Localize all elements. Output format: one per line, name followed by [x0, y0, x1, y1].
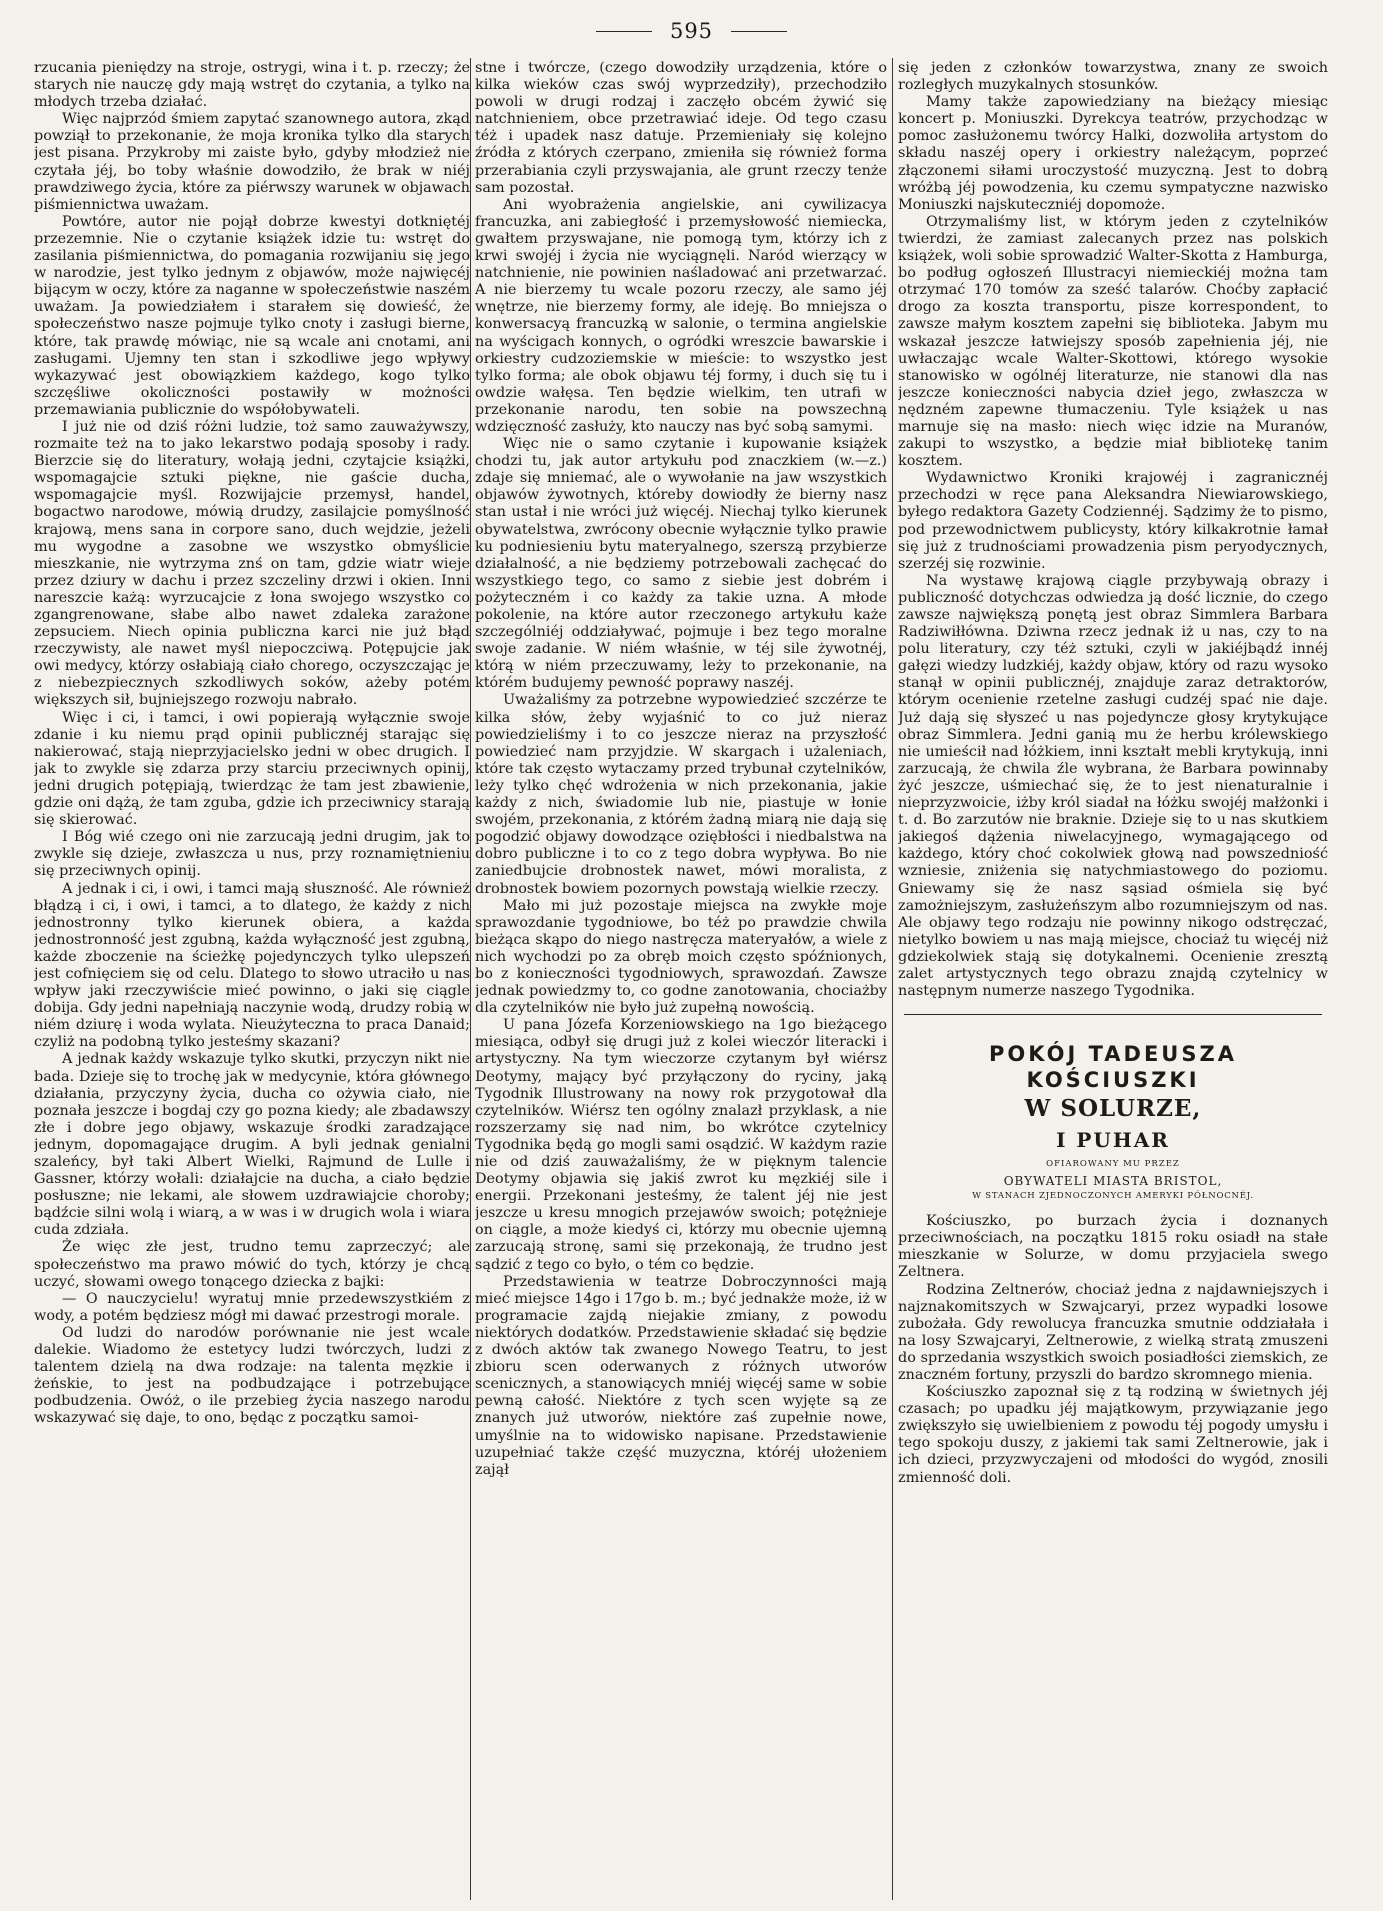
article-paragraph: Kościuszko zapoznał się z tą rodziną w świetnych jéj czasach; po upadku jéj majątkowym, przywiązanie jego zwiększyło się uwielbieniem z powodu téj pogody umysłu i tego spokoju duszy, z jakiemi tak sami Zeltnerowie, jak i ich dzieci, przyzwyczajeni od młodości do wygód, znosili zmienność doli.: [898, 1384, 1328, 1486]
paragraph: Więc najprzód śmiem zapytać szanownego autora, zkąd powziął to przekonanie, że moja kronika tylko dla starych jest pisana. Przykroby mi zaiste było, gdyby młodzież nie czytała jéj, bo toby właśnie dowodziło, że brak w niéj prawdziwego życia, które za piérwszy warunek w objawach piśmiennictwa uważam.: [34, 111, 470, 213]
paragraph: Powtóre, autor nie pojął dobrze kwestyi dotkniętéj przezemnie. Nie o czytanie książek idzie tu: wstręt do zasilania piśmiennictwa, do pomagania rozwijaniu się jego w narodzie, jest tylko jednym z objawów, może najwięcéj bijącym w oczy, które za naganne w społeczeństwie naszém uważam. Ja powiedziałem i starałem się dowieść, że społeczeństwo nasze pojmuje tylko cnoty i zasługi bierne, które, tak prawdę mówiąc, nie są wcale ani cnotami, ani zasługami. Ujemny ten stan i szkodliwe jego wpływy wykazywać jest obowiązkiem każdego, kogo tylko szczęśliwe okoliczności postawiły w możności przemawiania publicznie do współobywateli.: [34, 213, 470, 418]
article-title: POKÓJ TADEUSZA KOŚCIUSZKI: [989, 1042, 1237, 1093]
article-title-line-2: W SOLURZE,: [1024, 1095, 1202, 1123]
paragraph: się jeden z członków towarzystwa, znany ze swoich rozległych muzykalnych stosunków.: [898, 60, 1328, 94]
article-byline: OBYWATELI MIASTA BRISTOL,: [1003, 1174, 1223, 1189]
article-paragraph: Rodzina Zeltnerów, chociaż jedna z najdawniejszych i najznakomitszych w Szwajcaryi, przez wypadki losowe zubożała. Gdy rewolucya francuzka smutnie oddziałała i na losy Szwajcaryi, Zeltnerowie, z wielką stratą zmuszeni do sprzedania wszystkich swoich posiadłości ziemskich, ze znaczném fortuny, przyszli do bardzo skromnego mienia.: [898, 1281, 1328, 1383]
paragraph: Więc i ci, i tamci, i owi popierają wyłącznie swoje zdanie i ku niemu prąd opinii publicznéj starając się nakierować, stają nieprzyjacielsko jedni w obec drugich. I jak to zwykle się zdarza przy starciu przeciwnych opinij, jedni drugich potępiają, twierdząc że tam jest zbawienie, gdzie oni dążą, że tam zguba, gdzie ich przeciwnicy starają się skierować.: [34, 709, 470, 829]
section-divider: [904, 1014, 1322, 1015]
paragraph: Mamy także zapowiedziany na bieżący miesiąc koncert p. Moniuszki. Dyrekcya teatrów, przychodząc w pomoc zasłużonemu twórcy Halki, dozwoliła artystom do składu naszéj opery i orkiestry należącym, poprzeć złączonemi siłami uroczystość muzyczną. Jest to dobrą wróżbą jéj powodzenia, ku czemu sympatyczne nazwisko Moniuszki najskuteczniéj dopomoże.: [898, 94, 1328, 213]
article-heading: [898, 1041, 1328, 1201]
article-byline-small: OFIAROWANY MU PRZEZ: [1046, 1159, 1180, 1170]
article-paragraph: Kościuszko, po burzach życia i doznanych przeciwnościach, na początku 1815 roku osiadł na stałe mieszkanie w Solurze, w domu przyjaciela swego Zeltnera.: [898, 1213, 1328, 1281]
paragraph: I Bóg wié czego oni nie zarzucają jedni drugim, jak to zwykle się dzieje, zwłaszcza u nus, przy roznamiętnieniu się przeciwnych opinij.: [34, 829, 470, 880]
paragraph: A jednak każdy wskazuje tylko skutki, przyczyn nikt nie bada. Dzieje się to trochę jak w medycynie, która głównego działania, przyczyny życia, ducha co ożywia ciało, nie poznała jeszcze i bogdaj czy go pozna kiedy; ale zbadawszy złe i dobre jego objawy, wskazuje środki zaradzające jednym, dopomagające drugim. A byli jednak genialni szaleńcy, był taki Albert Wielki, Rajmund de Lulle i Gassner, którzy wołali: działajcie na ducha, a ciało będzie posłuszne; nie lekami, ale słowem uzdrawiajcie choroby; bądźcie silni wolą i wiarą, a w was i w drugich wola i wiara cuda zdziała.: [34, 1051, 470, 1239]
paragraph: Otrzymaliśmy list, w którym jeden z czytelników twierdzi, że zamiast zalecanych przez nas polskich książek, woli sobie sprowadzić Walter-Skotta z Hamburga, bo podług ogłoszeń Illustracyi niemieckiéj można tam otrzymać 170 tomów za sześć talarów. Choćby zapłacić drogo za koszta transportu, pisze korrespondent, to zawsze małym kosztem zapełni się biblioteka. Jabym mu wskazał jeszcze łatwiejszy sposób zapełnienia jéj, nie uwłaczając wcale Walter-Skottowi, którego wysokie stanowisko w ogólnéj literaturze, nie stanowi dla nas jeszcze konieczności nabycia dzieł jego, zwłaszcza w nędzném zapewne tłumaczeniu. Tyle książek u nas marnuje się na masło: niech więc idzie na Muranów, zakupi to wszystko, a będzie miał bibliotekę tanim kosztem.: [898, 213, 1328, 470]
article-byline-2: W STANACH ZJEDNOCZONYCH AMERYKI PÓŁNOCNÉJ.: [972, 1191, 1254, 1202]
paragraph: Mało mi już pozostaje miejsca na zwykłe moje sprawozdanie tygodniowe, bo téż po prawdzie chwila bieżąca skąpo do niego nastręcza materyałów, a wiele z nich wychodzi po za obręb moich często spóźnionych, bo z konieczności tygodniowych, sprawozdań. Zawsze jednak powiedzmy to, co godne zanotowania, chociażby dla czytelników nie było już zupełną nowością.: [475, 897, 887, 1017]
paragraph: U pana Józefa Korzeniowskiego na 1go bieżącego miesiąca, odbył się drugi już z kolei wieczór literacki i artystyczny. Na tym wieczorze czytanym był wiérsz Deotymy, mający być przyłączony do ryciny, jaką Tygodnik Illustrowany na nowy rok przygotował dla czytelników. Wiérsz ten ogólny znalazł przyklask, a nie rozszerzamy się nad nim, bo wkrótce czytelnicy Tygodnika będą go mogli sami osądzić. W każdym razie nie od dziś zauważaliśmy, że w pięknym talencie Deotymy objawia się jakiś zwrot ku męzkiéj sile i energii. Przekonani jesteśmy, że talent jéj nie jest jeszcze u kresu mnogich przejawów swoich; potężnieje on ciągle, a może kiedyś ci, którzy mu obecnie ujemną zarzucają stronę, sami się przekonają, że trudno jest sądzić z tego co było, o tém co będzie.: [475, 1017, 887, 1273]
column-2: [475, 60, 887, 1900]
paragraph: Na wystawę krajową ciągle przybywają obrazy i publiczność dotychczas odwiedza ją dość licznie, do czego zawsze największą ponętą jest obraz Simmlera Barbara Radziwiłłówna. Dziwna rzecz jednak iż u nas, czy to na polu literatury, czy téż sztuki, czyli w jakiéjbądź innéj gałęzi wiedzy ludzkiéj, każdy objaw, który od razu wysoko stanął w opinii publicznéj, znajduje zaraz detraktorów, którym ocenienie rzetelne zasługi cudzéj spać nie daje. Już dają się słyszeć u nas pojedyncze głosy krytykujące obraz Simmlera. Jedni ganią mu że herbu królewskiego nie umieścił nad łóżkiem, inni kształt mebli krytykują, inni zarzucają, że chwila źle wybrana, że Barbara powinnaby żyć jeszcze, uśmiechać się, że to jest nienaturalnie i nieprzyzwoicie, iżby król siadał na łóżku swojéj małżonki i t. d. Bo zarzutów nie braknie. Dzieje się to u nas skutkiem jakiegoś dążenia niwelacyjnego, wymagającego od każdego, który choć cokolwiek głową nad powszedniość wzniesie, zniżenia się natychmiastowego do poziomu. Gniewamy się że nasz sąsiad ośmiela się być zamożniejszym, zasłużeńszym albo rozumniejszym od nas. Ale objawy tego rodzaju nie powinny nikogo odstręczać, nietylko bowiem u nas mają miejsce, chociaż tu więcéj niż gdziekolwiek stają się dotykalnemi. Ocenienie zresztą zalet artystycznych tego obrazu znajdą czytelnicy w następnym numerze naszego Tygodnika.: [898, 572, 1328, 1000]
paragraph: Więc nie o samo czytanie i kupowanie książek chodzi tu, jak autor artykułu pod znaczkiem (w.—z.) zdaje się mniemać, ale o wywołanie na jaw wszystkich objawów żywotnych, któreby dowiodły że bierny nasz stan ustał i nie wróci już więcéj. Niechaj tylko kierunek obywatelstwa, zwrócony obecnie wyłącznie tylko prawie ku podniesieniu bytu materyalnego, szerszą przybierze działalność, a nie będziemy potrzebowali zachęcać do wszystkiego tego, co samo z siebie jest dobrém i pożyteczném i co każdy za takie uzna. A młode pokolenie, na które autor rzeczonego artykułu każe szczególniéj oddziaływać, pojmuje i bez tego moralne swoje zadanie. W niém właśnie, w téj sile żywotnéj, którą w niém przeczuwamy, leży to przekonanie, na którém budujemy pewność poprawy naszéj.: [475, 436, 887, 692]
paragraph: Uważaliśmy za potrzebne wypowiedzieć szczérze te kilka słów, żeby wyjaśnić to co już nieraz powiedzieliśmy i to co jeszcze nieraz na przyszłość powiedzieć nam przyjdzie. W skargach i użaleniach, które tak często wytaczamy przed trybunał czytelników, leży tylko chęć wdrożenia w nich przekonania, jakie każdy z nich, świadomie lub nie, piastuje w łonie swojém, przekonania, z którém żadną miarą nie dają się pogodzić objawy dowodzące oziębłości i niedbalstwa na dobro publiczne i to co z tego dobra wypływa. Bo nie zaniedbujcie drobnostek nawet, mówi moralista, z drobnostek bowiem pozornych powstają wielkie rzeczy.: [475, 692, 887, 897]
column-3: [898, 60, 1328, 1900]
column-1: [34, 60, 470, 1900]
paragraph: Od ludzi do narodów porównanie nie jest wcale dalekie. Wiadomo że estetycy ludzi twórczych, ludzi z talentem dzielą na dwa rodzaje: na talenta męzkie i żeńskie, to jest na podbudzające i potrzebujące podbudzenia. Owóż, o ile przebieg życia naszego narodu wskazywać się daje, to ono, będąc z początku samoi-: [34, 1324, 470, 1427]
header-rule-left: [596, 31, 652, 32]
paragraph: Wydawnictwo Kroniki krajowéj i zagranicznéj przechodzi w ręce pana Aleksandra Niewiarowskiego, byłego redaktora Gazety Codziennéj. Sądzimy że to pismo, pod przewodnictwem publicysty, który kilkakrotnie łamał się już z trudnościami prowadzenia pism peryodycznych, szerzéj się rozwinie.: [898, 470, 1328, 572]
paragraph: Że więc złe jest, trudno temu zaprzeczyć; ale społeczeństwo ma prawo mówić do tych, którzy je chcą uczyć, słowami owego tonącego dziecka z bajki:: [34, 1239, 470, 1290]
column-divider-2: [892, 58, 893, 1900]
paragraph: — O nauczycielu! wyratuj mnie przedewszystkiém z wody, a potém będziesz mógł mi dawać przestrogi morale.: [34, 1290, 470, 1324]
paragraph: rzucania pieniędzy na stroje, ostrygi, wina i t. p. rzeczy; że starych nie nauczę gdy mają wstręt do czytania, a tylko na młodych trzeba działać.: [34, 60, 470, 111]
page-number: 595: [669, 19, 714, 43]
column-divider-1: [470, 58, 471, 1900]
article-title-line-3: I PUHAR: [1056, 1128, 1170, 1153]
page-header: [0, 14, 1383, 48]
paragraph: stne i twórcze, (czego dowodziły urządzenia, które o kilka wieków czas swój wyprzedziły), przechodziło powoli w drugi rodzaj i zaczęło obcém żywić się natchnieniem, obce przetrawiać ideje. Od tego czasu téż i upadek nasz datuje. Przemieniały się kolejno źródła z których czerpano, zmieniła się również forma przerabiania czyli przyswajania, ale grunt rzeczy tenże sam pozostał.: [475, 60, 887, 196]
paragraph: Ani wyobrażenia angielskie, ani cywilizacya francuzka, ani zabiegłość i przemysłowość niemiecka, gwałtem przyswajane, nie pomogą tym, którzy ich z krwi swojéj i życia nie wyciągnęli. Naród wierzący w natchnienie, nie powinien naśladować ani przetwarzać. A nie bierzemy tu wcale pozoru rzeczy, ale samo jéj wnętrze, nie bierzemy formy, ale ideję. Bo mniejsza o konwersacyą francuzką w salonie, o termina angielskie na wyścigach konnych, o ogródki wreszcie bawarskie i orkiestry cudzoziemskie w mieście: to wszystko jest tylko forma; ale obok objawu téj formy, i duch się tu i owdzie wałęsa. Ten będzie wielkim, ten utrafi w przekonanie narodu, ten sobie na powszechną wdzięczność zasłuży, kto nauczy nas być sobą samymi.: [475, 196, 887, 435]
header-rule-right: [731, 31, 787, 32]
paragraph: Przedstawienia w teatrze Dobroczynności mają mieć miejsce 14go i 17go b. m.; być jednakże może, iż w programacie zajdą niejakie zmiany, z powodu niektórych dodatków. Przedstawienie składać się będzie z dwóch aktów tak zwanego Nowego Teatru, to jest zbioru scen oderwanych z różnych utworów scenicznych, a stanowiących mniéj więcéj same w sobie pewną całość. Niektóre z tych scen wyjęte są ze znanych już utworów, niektóre zaś zupełnie nowe, umyślnie na to widowisko napisane. Przedstawienie uzupełniać także część muzyczna, któréj ułożeniem zajął: [475, 1273, 887, 1478]
paragraph: I już nie od dziś różni ludzie, toż samo zauważywszy, rozmaite też na to jako lekarstwo podają sposoby i rady. Bierzcie się do literatury, wołają jedni, czytajcie książki, wspomagajcie sztuki piękne, nie gaście ducha, wspomagajcie myśl. Rozwijajcie przemysł, handel, bogactwo narodowe, mówią drudzy, zasilajcie pomyślność krajową, mens sana in corpore sano, duch wejdzie, jeżeli mu wygodne a zasobne we wszystko obmyślicie mieszkanie, nie wytrzyma znś on tam, gdzie wiatr wieje przez dziury w dachu i przez szczeliny drzwi i okien. Inni nareszcie każą: wyrzucajcie z łona swojego wszystko co zgangrenowane, słabe albo nawet zdaleka zarażone zepsuciem. Niech opinia publiczna karci nie już błąd rzeczywisty, ale nawet myśl niepoczciwą. Potępujcie jak owi medycy, którzy osłabiają ciało chorego, oczyszczając je z niebezpiecznych szkodliwych soków, ażeby potém większych sił, bujniejszego rozwoju nabrało.: [34, 418, 470, 709]
paragraph: A jednak i ci, i owi, i tamci mają słuszność. Ale również błądzą i ci, i owi, i tamci, a to dlatego, że każdy z nich jednostronny tylko kierunek obiera, a każda jednostronność jest zgubną, każda wyłączność jest zgubną, każde zboczenie na ścieżkę pojedynczych tylko ulepszeń jest cofnięciem się od celu. Dlatego to słowo utraciło u nas wpływ jaki rzeczywiście mieć powinno, o jaki się ciągle dobija. Gdy jedni napełniają naczynie wodą, drudzy robią w niém dziurę i woda wylata. Nieużyteczna to praca Danaid; czyliż na podobną tylko jesteśmy skazani?: [34, 880, 470, 1051]
